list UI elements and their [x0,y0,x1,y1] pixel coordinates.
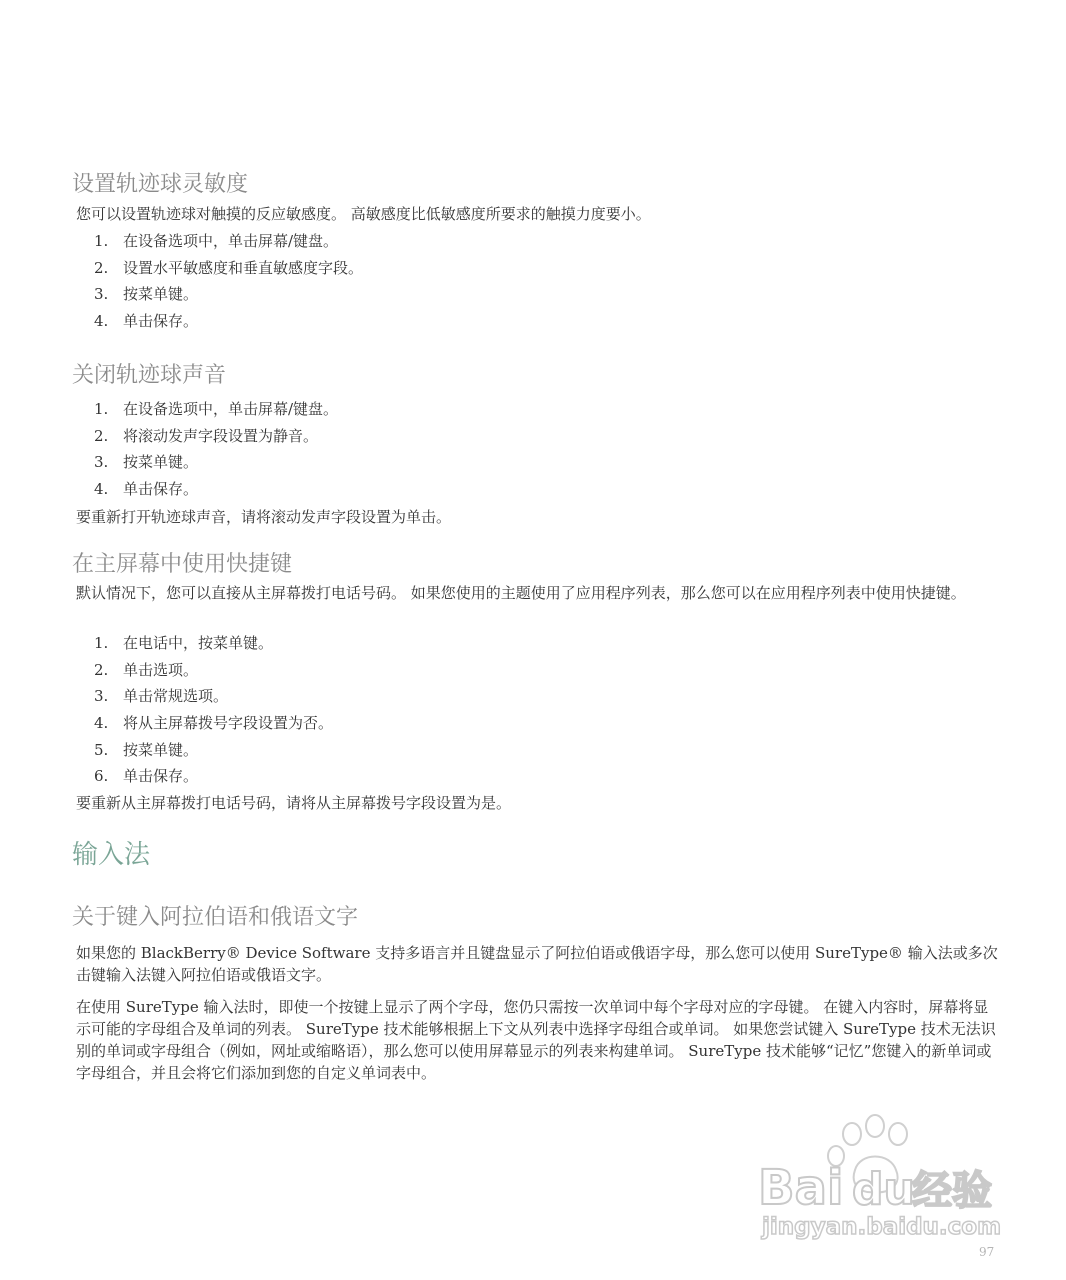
section-title-trackball-sensitivity: 设置轨迹球灵敏度 [72,172,249,197]
list-item: 1. 在电话中，按菜单键。 [94,634,274,652]
steps-home-shortcuts [94,630,333,790]
list-item: 6. 单击保存。 [94,767,199,786]
list-item: 4. 单击保存。 [94,480,199,499]
list-item: 4. 将从主屏幕拨号字段设置为否。 [94,714,334,733]
paragraph-arabic-russian-2: 在使用 SureType 输入法时，即使一个按键上显示了两个字母，您仍只需按一次单词中每个字母对应的字母键。 在键入内容时，屏幕将显示可能的字母组合及单词的列表。 SureType 技术能够根据上下文从列表中选择字母组合或单词。 如果您尝试键入 SureType 技术无法识别的单词或字母组合（例如，网址或缩略语），那么您可以使用屏幕显示的列表来构建单词。 SureType 技术能够“记忆”您键入的新单词或字母组合，并且会将它们添加到您的自定义单词表中。 [76,998,996,1082]
steps-trackball-sound [94,396,338,503]
section-intro-home-shortcuts: 默认情况下，您可以直接从主屏幕拨打电话号码。 如果您使用的主题使用了应用程序列表，那么您可以在应用程序列表中使用快捷键。 [76,584,966,602]
section-intro-trackball-sensitivity: 您可以设置轨迹球对触摸的反应敏感度。 高敏感度比低敏感度所要求的触摸力度要小。 [76,205,651,223]
list-item: 2. 设置水平敏感度和垂直敏感度字段。 [94,258,364,277]
page-number: 97 [979,1245,995,1259]
list-item: 3. 按菜单键。 [94,285,199,304]
section-note-home-shortcuts: 要重新从主屏幕拨打电话号码，请将从主屏幕拨号字段设置为是。 [76,794,512,812]
chapter-title-input-methods: 输入法 [72,840,151,870]
watermark-brand-du: du [852,1164,915,1215]
list-item: 2. 将滚动发声字段设置为静音。 [94,426,319,445]
baidu-watermark-logo [740,1112,1010,1257]
steps-trackball-sensitivity [94,228,363,335]
section-note-trackball-sound: 要重新打开轨迹球声音，请将滚动发声字段设置为单击。 [76,508,452,526]
watermark-url: jingyan.baidu.com [762,1214,1002,1240]
list-item: 1. 在设备选项中，单击屏幕/键盘。 [94,400,339,418]
list-item: 1. 在设备选项中，单击屏幕/键盘。 [94,232,339,250]
watermark-brand-jingyan: 经验 [912,1168,992,1214]
list-item: 3. 单击常规选项。 [94,687,229,706]
section-title-home-shortcuts: 在主屏幕中使用快捷键 [72,552,293,577]
list-item: 4. 单击保存。 [94,312,199,331]
list-item: 5. 按菜单键。 [94,740,199,759]
section-title-arabic-russian: 关于键入阿拉伯语和俄语文字 [72,905,359,930]
list-item: 3. 按菜单键。 [94,453,199,472]
list-item: 2. 单击选项。 [94,660,199,679]
section-title-trackball-sound: 关闭轨迹球声音 [72,363,227,388]
watermark-brand-bai: Bai [758,1160,844,1216]
paragraph-arabic-russian-1: 如果您的 BlackBerry® Device Software 支持多语言并且键盘显示了阿拉伯语或俄语字母，那么您可以使用 SureType® 输入法或多次击键输入法键入阿拉伯语或俄语文字。 [76,944,998,984]
